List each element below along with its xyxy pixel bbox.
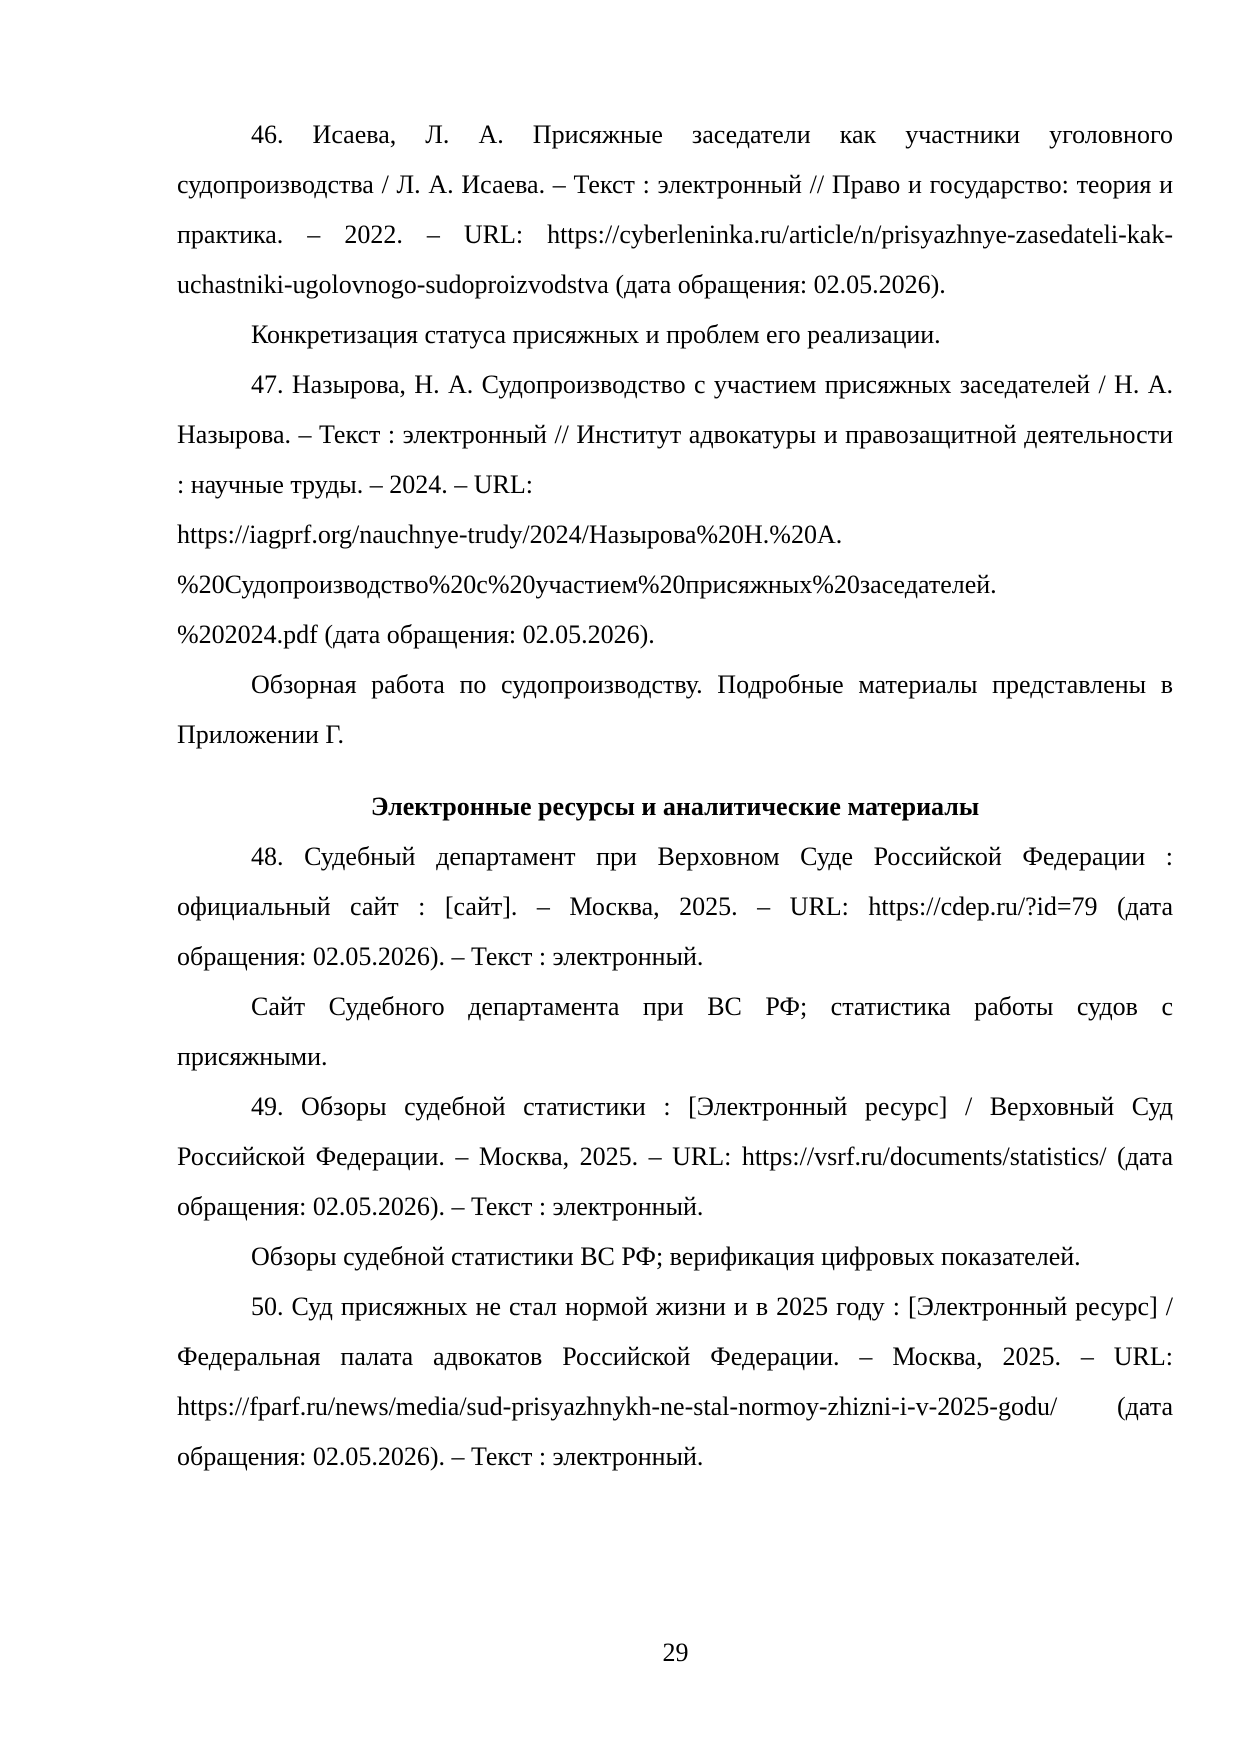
reference-entry-49: 49. Обзоры судебной статистики : [Электронный ресурс] / Верховный Суд Российской Федерации. – Москва, 2025. – URL: https://vsrf.ru/documents/statistics/ (дата обращения: 02.05.2026). – Текст : электронный. — [177, 1092, 1173, 1221]
reference-note-46: Конкретизация статуса присяжных и проблем его реализации. — [251, 320, 941, 349]
reference-entry-47-url-line-3: %202024.pdf (дата обращения: 02.05.2026). — [177, 620, 655, 649]
reference-entry-46: 46. Исаева, Л. А. Присяжные заседатели как участники уголовного судопроизводства / Л. А. Исаева. – Текст : электронный // Право и государство: теория и практика. – 2022. – URL: https://cyberleninka.ru/article/n/prisyazhnye-zasedateli-kak-uchastniki-ugolovnogo-sudoproizvodstva (дата обращения: 02.05.2026). — [177, 120, 1173, 299]
section-heading: Электронные ресурсы и аналитические материалы — [370, 792, 980, 821]
reference-entry-47 — [177, 360, 1173, 660]
reference-note-48: Сайт Судебного департамента при ВС РФ; статистика работы судов с присяжными. — [177, 992, 1173, 1071]
bibliography-list — [177, 110, 1173, 1482]
reference-entry-50: 50. Суд присяжных не стал нормой жизни и в 2025 году : [Электронный ресурс] / Федеральная палата адвокатов Российской Федерации. – Москва, 2025. – URL: https://fparf.ru/news/media/sud-prisyazhnykh-ne-stal-normoy-zhizni-i-v-2025-godu/ (дата обращения: 02.05.2026). – Текст : электронный. — [177, 1292, 1173, 1471]
reference-entry-47-text: 47. Назырова, Н. А. Судопроизводство с участием присяжных заседателей / Н. А. Назырова. – Текст : электронный // Институт адвокатуры и правозащитной деятельности : научные труды. – 2024. – URL: — [177, 370, 1173, 499]
page-number: 29 — [662, 1638, 689, 1667]
reference-note-49: Обзоры судебной статистики ВС РФ; верификация цифровых показателей. — [251, 1242, 1081, 1271]
reference-entry-48: 48. Судебный департамент при Верховном Суде Российской Федерации : официальный сайт : [сайт]. – Москва, 2025. – URL: https://cdep.ru/?id=79 (дата обращения: 02.05.2026). – Текст : электронный. — [177, 842, 1173, 971]
reference-note-47: Обзорная работа по судопроизводству. Подробные материалы представлены в Приложении Г. — [177, 670, 1173, 749]
reference-entry-47-url-line-2: %20Судопроизводство%20с%20участием%20присяжных%20заседателей. — [177, 570, 997, 599]
reference-entry-47-url-line-1: https://iagprf.org/nauchnye-trudy/2024/Назырова%20Н.%20А. — [177, 520, 843, 549]
